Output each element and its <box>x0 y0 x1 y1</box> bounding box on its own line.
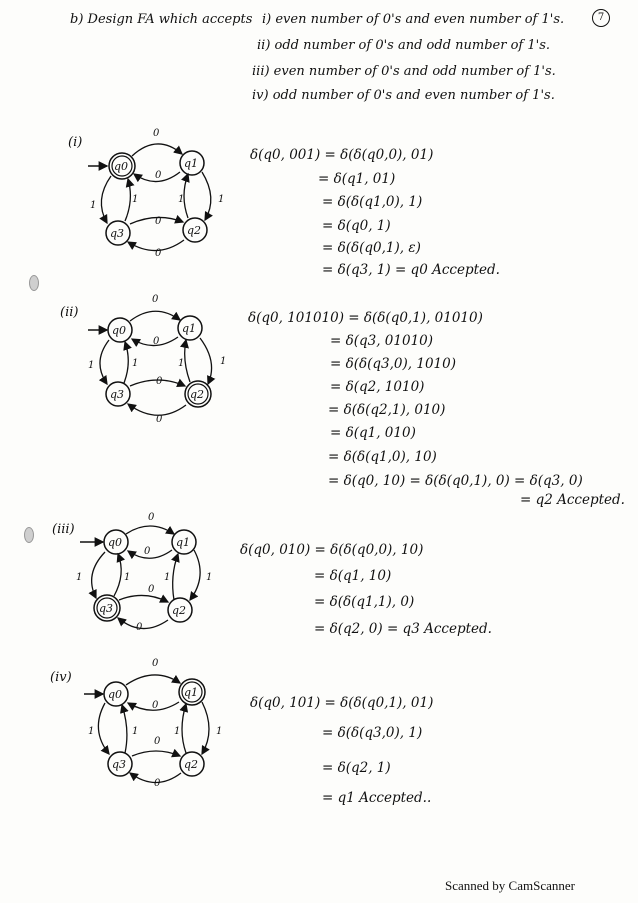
svg-text:q0: q0 <box>108 688 123 701</box>
page-number: 7 <box>592 9 610 27</box>
svg-text:1: 1 <box>88 726 95 737</box>
svg-text:q2: q2 <box>172 604 187 617</box>
svg-text:1: 1 <box>132 194 139 205</box>
svg-text:1: 1 <box>88 360 95 371</box>
svg-text:q1: q1 <box>182 322 197 335</box>
state-label-q1: q1 <box>184 157 199 170</box>
question-part-1: i) even number of 0's and even number of 1's. <box>262 12 565 27</box>
svg-text:0: 0 <box>153 336 160 347</box>
svg-text:1: 1 <box>76 572 83 583</box>
svg-text:q2: q2 <box>190 388 205 401</box>
derivation-2-line-5: = δ(δ(q2,1), 010) <box>328 402 446 418</box>
derivation-2-line-1: δ(q0, 101010) = δ(δ(q0,1), 01010) <box>248 310 483 326</box>
svg-text:1: 1 <box>174 726 181 737</box>
punch-hole-1 <box>29 275 39 291</box>
svg-text:1: 1 <box>178 194 185 205</box>
svg-text:0: 0 <box>156 376 163 387</box>
svg-text:0: 0 <box>136 622 143 633</box>
state-label-q3: q3 <box>110 227 125 240</box>
svg-text:1: 1 <box>220 356 227 367</box>
svg-text:0: 0 <box>148 512 155 523</box>
question-heading: b) Design FA which accepts <box>70 12 253 27</box>
automaton-label-2: (ii) <box>60 305 79 320</box>
svg-text:q3: q3 <box>99 602 114 615</box>
automaton-diagram-1 <box>80 128 230 258</box>
derivation-3-line-1: δ(q0, 010) = δ(δ(q0,0), 10) <box>240 542 424 558</box>
derivation-3-line-2: = δ(q1, 10) <box>314 568 392 584</box>
derivation-2-line-9: = q2 Accepted. <box>520 492 625 508</box>
derivation-2-line-3: = δ(δ(q3,0), 1010) <box>330 356 456 372</box>
svg-text:0: 0 <box>152 658 159 669</box>
svg-text:0: 0 <box>155 216 162 227</box>
derivation-4-line-2: = δ(δ(q3,0), 1) <box>322 725 423 741</box>
state-label-q0: q0 <box>114 160 129 173</box>
svg-text:q3: q3 <box>112 758 127 771</box>
derivation-1-line-5: = δ(δ(q0,1), ε) <box>322 240 421 256</box>
derivation-1-line-2: = δ(q1, 01) <box>318 171 396 187</box>
svg-text:1: 1 <box>132 726 139 737</box>
svg-text:0: 0 <box>152 700 159 711</box>
question-part-3: iii) even number of 0's and odd number of 1's. <box>252 64 556 79</box>
svg-text:0: 0 <box>155 248 162 259</box>
svg-text:0: 0 <box>144 546 151 557</box>
svg-text:1: 1 <box>216 726 223 737</box>
svg-text:0: 0 <box>154 778 161 789</box>
derivation-2-line-2: = δ(q3, 01010) <box>330 333 434 349</box>
svg-text:q1: q1 <box>176 536 191 549</box>
derivation-1-line-4: = δ(q0, 1) <box>322 218 391 234</box>
derivation-1-line-6: = δ(q3, 1) = q0 Accepted. <box>322 262 500 278</box>
derivation-3-line-4: = δ(q2, 0) = q3 Accepted. <box>314 621 492 637</box>
svg-text:1: 1 <box>164 572 171 583</box>
svg-text:0: 0 <box>155 170 162 181</box>
automaton-diagram-4 <box>78 660 228 790</box>
derivation-2-line-7: = δ(δ(q1,0), 10) <box>328 449 437 465</box>
derivation-2-line-6: = δ(q1, 010) <box>330 425 416 441</box>
automaton-diagram-3 <box>72 512 222 640</box>
automaton-label-4: (iv) <box>50 670 72 685</box>
question-part-2: ii) odd number of 0's and odd number of 1's. <box>257 38 551 53</box>
punch-hole-2 <box>24 527 34 543</box>
state-label-q2: q2 <box>187 224 202 237</box>
derivation-1-line-3: = δ(δ(q1,0), 1) <box>322 194 423 210</box>
svg-text:1: 1 <box>218 194 225 205</box>
scanner-watermark: Scanned by CamScanner <box>445 878 575 893</box>
svg-text:1: 1 <box>178 358 185 369</box>
svg-text:0: 0 <box>154 736 161 747</box>
svg-text:q3: q3 <box>110 388 125 401</box>
svg-text:q1: q1 <box>184 686 199 699</box>
question-part-4: iv) odd number of 0's and even number of 1's. <box>252 88 555 103</box>
svg-text:1: 1 <box>124 572 131 583</box>
svg-text:0: 0 <box>153 128 160 139</box>
derivation-4-line-1: δ(q0, 101) = δ(δ(q0,1), 01) <box>250 695 434 711</box>
derivation-2-line-8: = δ(q0, 10) = δ(δ(q0,1), 0) = δ(q3, 0) <box>328 473 583 489</box>
derivation-4-line-4: = q1 Accepted.. <box>322 790 432 806</box>
svg-text:0: 0 <box>148 584 155 595</box>
svg-text:0: 0 <box>152 294 159 305</box>
derivation-2-line-4: = δ(q2, 1010) <box>330 379 425 395</box>
svg-text:q0: q0 <box>112 324 127 337</box>
svg-text:1: 1 <box>132 358 139 369</box>
svg-text:1: 1 <box>90 200 97 211</box>
automaton-label-3: (iii) <box>52 522 75 537</box>
automaton-diagram-2 <box>80 294 230 428</box>
derivation-1-line-1: δ(q0, 001) = δ(δ(q0,0), 01) <box>250 147 434 163</box>
svg-text:0: 0 <box>156 414 163 425</box>
svg-text:1: 1 <box>206 572 213 583</box>
automaton-label-1: (i) <box>68 135 83 150</box>
svg-text:q0: q0 <box>108 536 123 549</box>
derivation-4-line-3: = δ(q2, 1) <box>322 760 391 776</box>
derivation-3-line-3: = δ(δ(q1,1), 0) <box>314 594 415 610</box>
svg-text:q2: q2 <box>184 758 199 771</box>
